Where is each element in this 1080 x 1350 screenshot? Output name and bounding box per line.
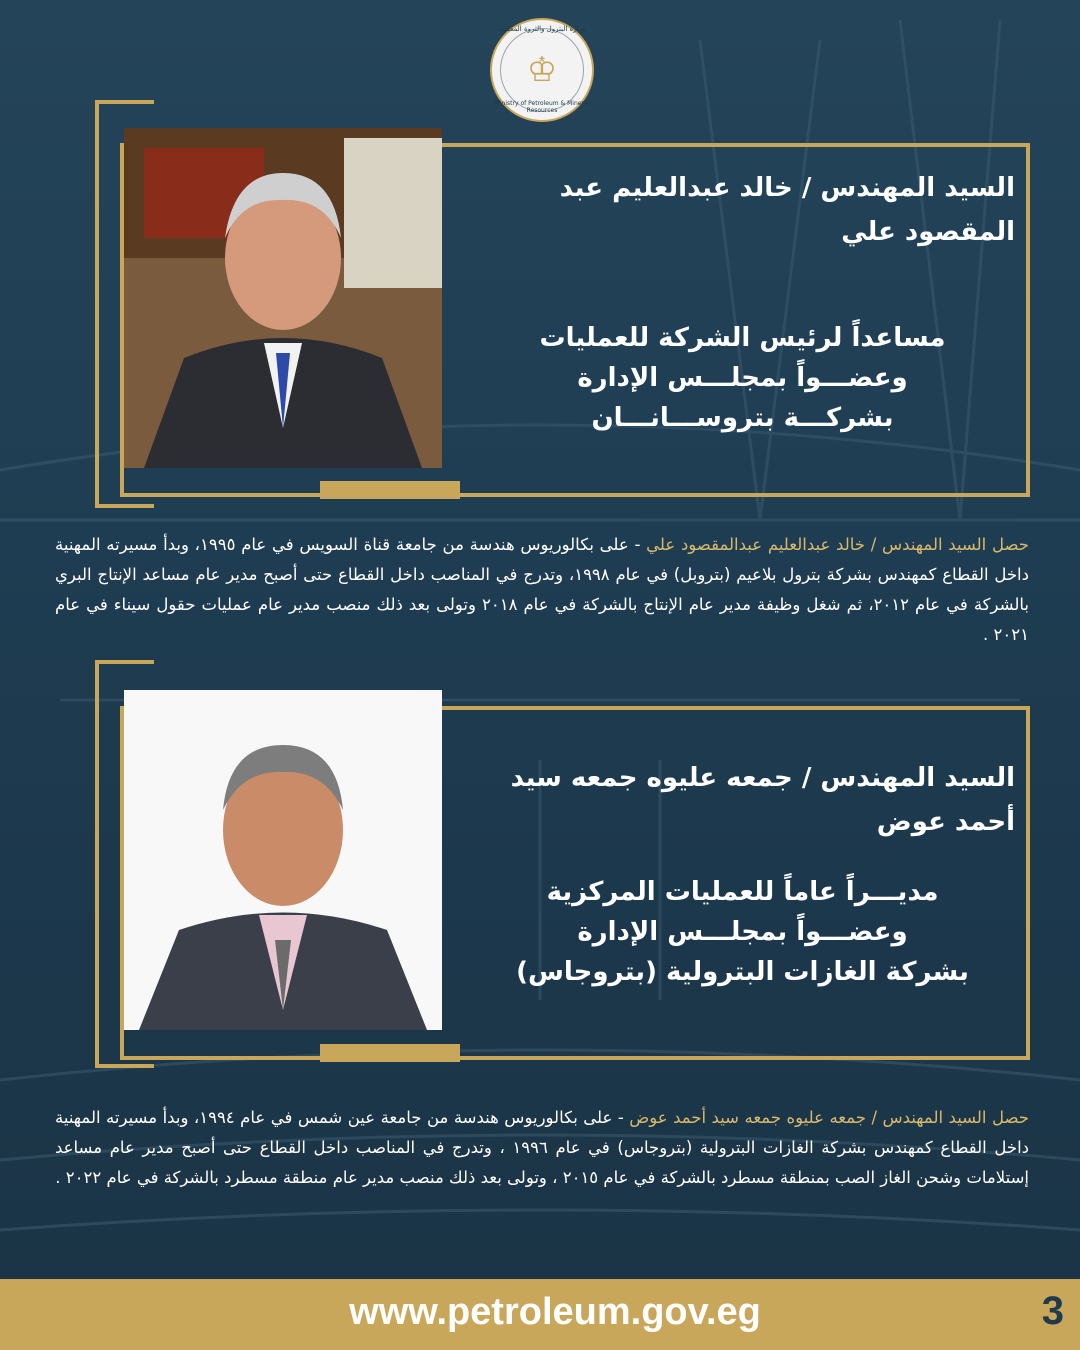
person1-bio-text: - على بكالوريوس هندسة من جامعة قناة السويس في عام ١٩٩٥، وبدأ مسيرته المهنية داخل القطاع كمهندس بشركة بترول بلاعيم (بتروبل) في عام ١٩٩٨، وتدرج في المناصب داخل القطاع حتى أصبح مدير عام مساعد الإنتاج البري بالشركة في عام ٢٠١٢، ثم شغل وظيفة مدير عام الإنتاج بالشركة في عام ٢٠١٨ وتولى بعد ذلك منصب مدير عام عمليات حقول سيناء في عام ٢٠٢١ . xyxy=(55,535,1029,644)
person2-photo xyxy=(124,690,442,1030)
eagle-emblem-icon: ♔ xyxy=(526,50,558,90)
person2-bio-text: - على بكالوريوس هندسة من جامعة عين شمس في عام ١٩٩٤، وبدأ مسيرته المهنية داخل القطاع كمهندس بشركة الغازات البترولية (بتروجاس) في عام ١٩٩٦ ، وتدرج في المناصب داخل القطاع حتى أصبح مدير عام مساعد إستلامات وشحن الغاز الصب بمنطقة مسطرد بالشركة في عام ٢٠١٥ ، وتولى بعد ذلك منصب مدير عام منطقة مسطرد بالشركة في عام ٢٠٢٢ . xyxy=(55,1108,1029,1187)
person1-role xyxy=(470,318,1015,438)
logo-ring-text-ar: وزارة البترول والثروة المعدنية xyxy=(498,25,586,33)
website-url[interactable]: www.petroleum.gov.eg xyxy=(349,1291,761,1333)
person2-role-line-3: بشركة الغازات البترولية (بتروجاس) xyxy=(516,957,969,987)
logo-ring-text-en: Ministry of Petroleum & Mineral Resources xyxy=(494,100,590,114)
person1-photo xyxy=(124,128,442,468)
person2-frame-tab xyxy=(320,1044,460,1062)
person1-bio-highlight: حصل السيد المهندس / خالد عبدالعليم عبدالمقصود علي xyxy=(646,535,1030,554)
person2-bio xyxy=(55,1103,1029,1193)
person2-bio-highlight: حصل السيد المهندس / جمعه عليوه جمعه سيد أحمد عوض xyxy=(629,1108,1029,1127)
page-number: 3 xyxy=(1041,1289,1064,1333)
person1-bio xyxy=(55,530,1029,650)
ministry-logo xyxy=(490,18,594,122)
person2-role-line-2: وعضـــواً بمجلـــس الإدارة xyxy=(577,917,908,947)
person1-role-line-3: بشركـــة بتروســـانـــان xyxy=(591,403,894,433)
person2-name: السيد المهندس / جمعه عليوه جمعه سيد أحمد عوض xyxy=(510,763,1015,837)
footer-bar xyxy=(0,1279,1080,1350)
person2-role-line-1: مديـــراً عاماً للعمليات المركزية xyxy=(546,877,939,907)
person1-name: السيد المهندس / خالد عبدالعليم عبد المقصود علي xyxy=(559,173,1015,247)
person1-role-line-2: وعضـــواً بمجلـــس الإدارة xyxy=(577,363,908,393)
person1-frame-tab xyxy=(320,481,460,499)
person2-role xyxy=(470,872,1015,992)
person1-role-line-1: مساعداً لرئيس الشركة للعمليات xyxy=(539,323,946,353)
